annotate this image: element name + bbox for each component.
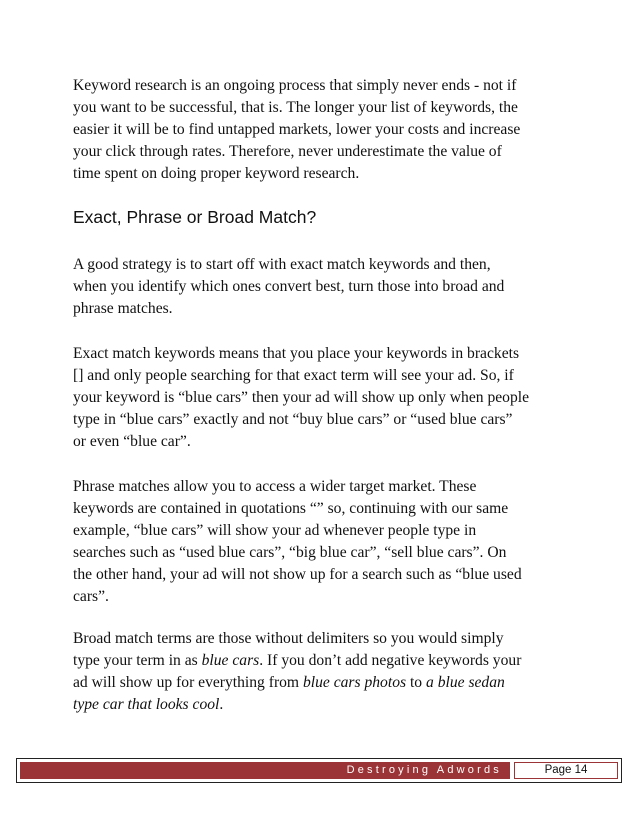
footer-title-bar xyxy=(20,762,510,779)
text-line: Keyword research is an ongoing process that simply never ends - not if xyxy=(73,77,517,94)
text-line: Phrase matches allow you to access a wider target market. These xyxy=(73,478,477,495)
paragraph-phrase-match xyxy=(73,476,573,608)
text-segment: type your term in as xyxy=(73,652,202,669)
footer-title: Destroying Adwords xyxy=(346,764,502,776)
text-line: Exact match keywords means that you place your keywords in brackets xyxy=(73,345,520,362)
text-line: [] and only people searching for that exact term will see your ad. So, if xyxy=(73,367,514,384)
text-line: searches such as “used blue cars”, “big blue car”, “sell blue cars”. On xyxy=(73,544,507,561)
italic-example: a blue sedan xyxy=(426,674,505,691)
italic-example: blue cars xyxy=(201,652,260,669)
text-line xyxy=(73,694,573,716)
italic-example: blue cars photos xyxy=(302,674,407,691)
text-line: example, “blue cars” will show your ad whenever people type in xyxy=(73,522,477,539)
paragraph-exact-match xyxy=(73,343,573,453)
text-line: your click through rates. Therefore, never underestimate the value of xyxy=(73,143,502,160)
text-line xyxy=(73,672,573,694)
text-segment: to xyxy=(406,674,426,691)
text-line: you want to be successful, that is. The longer your list of keywords, the xyxy=(73,99,518,116)
text-line: or even “blue car”. xyxy=(73,433,191,450)
text-segment: . xyxy=(219,696,224,713)
text-segment: . If you don’t add negative keywords your xyxy=(259,652,522,669)
paragraph-strategy xyxy=(73,254,573,320)
text-line: the other hand, your ad will not show up for a search such as “blue used xyxy=(73,566,522,583)
section-heading: Exact, Phrase or Broad Match? xyxy=(73,207,317,227)
text-line: cars”. xyxy=(73,588,109,605)
text-line xyxy=(73,650,573,672)
text-line: keywords are contained in quotations “” so, continuing with our same xyxy=(73,500,509,517)
paragraph-broad-match xyxy=(73,628,573,716)
page-number: Page 14 xyxy=(514,762,618,779)
text-line: phrase matches. xyxy=(73,300,173,317)
text-line: easier it will be to find untapped markets, lower your costs and increase xyxy=(73,121,521,138)
page-footer xyxy=(16,758,622,783)
text-line: Broad match terms are those without delimiters so you would simply xyxy=(73,630,504,647)
text-segment: ad will show up for everything from xyxy=(73,674,303,691)
italic-example: type car that looks cool xyxy=(73,696,220,713)
text-line: type in “blue cars” exactly and not “buy blue cars” or “used blue cars” xyxy=(73,411,513,428)
text-line: your keyword is “blue cars” then your ad will show up only when people xyxy=(73,389,530,406)
text-line: time spent on doing proper keyword research. xyxy=(73,165,360,182)
text-line: when you identify which ones convert best, turn those into broad and xyxy=(73,278,505,295)
paragraph-keyword-research xyxy=(73,75,573,185)
text-line: A good strategy is to start off with exact match keywords and then, xyxy=(73,256,491,273)
